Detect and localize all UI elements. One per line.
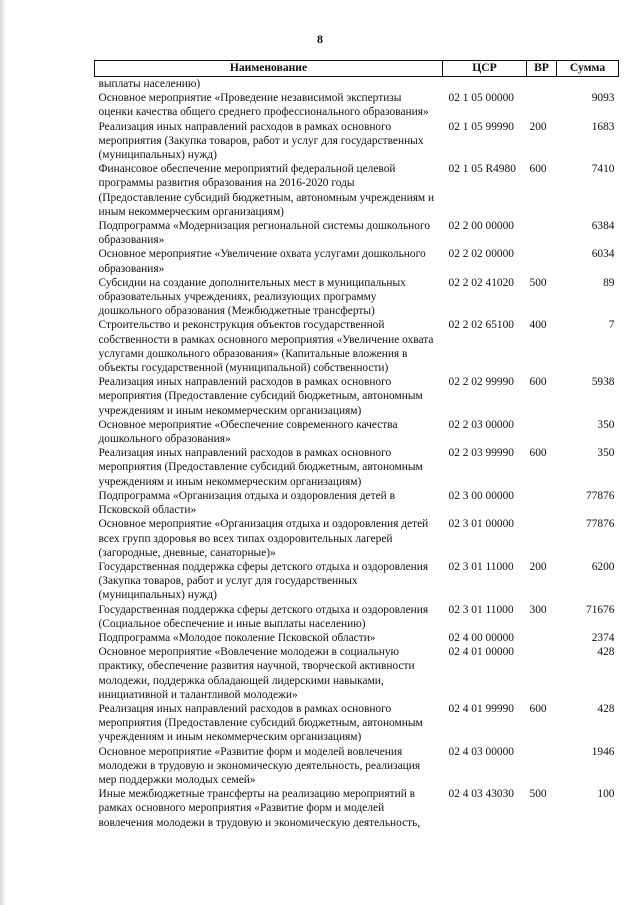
table-row — [95, 489, 619, 517]
row-vr-cell — [527, 745, 557, 788]
row-vr-cell: 600 — [529, 447, 547, 460]
row-name-cell: Основное мероприятие «Обеспечение современного качества дошкольного образования» — [98, 418, 398, 446]
row-csr-cell: 02 4 01 00000 — [448, 646, 514, 659]
page-number: 8 — [317, 32, 323, 46]
row-vr-cell: 500 — [529, 276, 547, 289]
column-header-name: Наименование — [95, 61, 443, 77]
table-row — [95, 745, 619, 788]
row-sum-cell: 2374 — [591, 631, 615, 644]
row-csr-cell: 02 2 02 41020 — [448, 276, 514, 289]
row-sum-cell: 100 — [597, 788, 615, 801]
row-name-cell: Реализация иных направлений расходов в рамках основного мероприятия (Предоставление субсидий бюджетным, автономным учреждениям и иным некоммерческим организациям) — [98, 702, 423, 744]
row-name-cell: Основное мероприятие «Организация отдыха и оздоровления детей всех групп здоровья во всех типах оздоровительных лагерей (загородные, дневные, санаторные)» — [98, 518, 429, 559]
row-sum-cell: 5938 — [591, 376, 615, 389]
column-header-csr: ЦСР — [443, 61, 527, 77]
table-row — [95, 446, 619, 489]
row-name-cell: Реализация иных направлений расходов в рамках основного мероприятия (Закупка товаров, работ и услуг для государственных (муниципальных) нужд) — [98, 120, 424, 162]
row-name-cell: Строительство и реконструкция объектов государственной собственности в рамках основного мероприятия «Увеличение охвата услугами дошкольного образования» (Капитальные вложения в объекты государственной (муниципальной) собственности) — [98, 319, 434, 375]
table-row — [95, 631, 619, 645]
row-vr-cell — [527, 418, 557, 446]
row-name-cell: Основное мероприятие «Увеличение охвата услугами дошкольного образования» — [98, 248, 426, 275]
row-sum-cell — [557, 77, 619, 92]
row-vr-cell: 500 — [529, 788, 547, 801]
row-csr-cell: 02 2 02 99990 — [448, 376, 514, 389]
table-row — [95, 276, 619, 319]
row-vr-cell — [527, 77, 557, 92]
table-row — [95, 560, 619, 603]
row-vr-cell: 600 — [529, 702, 547, 715]
table-header-row — [95, 61, 619, 77]
row-vr-cell — [527, 247, 557, 275]
row-name-cell: Основное мероприятие «Вовлечение молодежи в социальную практику, обеспечение развития научной, творческой активности молодежи, поддержка обладающей лидерскими навыками, инициативной и талантливой молодежи» — [98, 646, 415, 701]
row-sum-cell: 6384 — [591, 220, 615, 233]
row-name-cell: Иные межбюджетные трансферты на реализацию мероприятий в рамках основного мероприятия «Развитие форм и моделей вовлечения молодежи в трудовую и экономическую деятельность, — [98, 788, 421, 829]
budget-table — [94, 60, 619, 830]
row-name-cell: выплаты населению) — [98, 78, 201, 90]
row-csr-cell: 02 3 01 11000 — [448, 560, 514, 573]
row-name-cell: Основное мероприятие «Развитие форм и моделей вовлечения молодежи в трудовую и экономическую деятельность, реализация мер поддержки молодых семей» — [98, 745, 421, 786]
row-csr-cell: 02 2 03 00000 — [448, 418, 514, 431]
row-vr-cell — [527, 645, 557, 702]
row-sum-cell: 7 — [608, 319, 615, 332]
row-csr-cell: 02 3 01 00000 — [448, 518, 514, 531]
row-name-cell: Подпрограмма «Организация отдыха и оздоровления детей в Псковской области» — [98, 489, 395, 517]
table-row — [95, 318, 619, 375]
table-row — [95, 247, 619, 275]
row-csr-cell: 02 2 02 00000 — [448, 248, 514, 261]
row-vr-cell: 600 — [529, 163, 547, 176]
row-name-cell: Государственная поддержка сферы детского отдыха и оздоровления (Социальное обеспечение и иные выплаты населению) — [98, 603, 429, 630]
row-vr-cell: 600 — [529, 376, 547, 389]
row-csr-cell: 02 3 01 11000 — [448, 603, 514, 616]
row-sum-cell: 1683 — [591, 120, 615, 133]
row-csr-cell: 02 4 03 00000 — [448, 745, 514, 758]
table-row — [95, 603, 619, 631]
row-vr-cell — [527, 517, 557, 560]
row-csr-cell: 02 4 01 99990 — [448, 702, 514, 715]
row-name-cell: Субсидии на создание дополнительных мест в муниципальных образовательных учреждениях, реализующих программу дошкольного образования (Межбюджетные трансферты) — [98, 276, 406, 318]
row-sum-cell: 1946 — [591, 745, 615, 758]
table-row — [95, 645, 619, 702]
row-sum-cell: 428 — [597, 702, 615, 715]
row-vr-cell — [527, 631, 557, 645]
row-sum-cell: 350 — [597, 447, 615, 460]
row-sum-cell: 7410 — [591, 163, 615, 176]
row-sum-cell: 71676 — [586, 603, 615, 616]
row-sum-cell: 350 — [597, 418, 615, 431]
column-header-sum: Сумма — [557, 61, 619, 77]
row-vr-cell: 300 — [529, 603, 547, 616]
table-header — [95, 61, 619, 77]
table-row — [95, 702, 619, 745]
row-name-cell: Реализация иных направлений расходов в рамках основного мероприятия (Предоставление субсидий бюджетным, автономным учреждениям и иным некоммерческим организациям) — [98, 376, 423, 417]
table-row — [95, 787, 619, 830]
table-row — [95, 77, 619, 92]
table-body — [95, 77, 619, 830]
table-row — [95, 517, 619, 560]
row-vr-cell: 200 — [529, 120, 547, 133]
row-name-cell: Финансовое обеспечение мероприятий федеральной целевой программы развития образования на 2016-2020 годы (Предоставление субсидий бюджетным, автономным учреждениям и иным некоммерческим организациям) — [98, 163, 435, 218]
row-csr-cell: 02 4 03 43030 — [448, 788, 514, 801]
row-vr-cell: 400 — [529, 319, 547, 332]
table-row — [95, 91, 619, 119]
row-csr-cell: 02 2 03 99990 — [448, 447, 514, 460]
table-row — [95, 120, 619, 163]
row-csr-cell: 02 1 05 99990 — [448, 120, 514, 133]
row-csr-cell: 02 1 05 R4980 — [448, 163, 516, 176]
row-sum-cell: 6034 — [591, 248, 615, 261]
row-sum-cell: 77876 — [586, 489, 615, 502]
row-csr-cell: 02 4 00 00000 — [448, 631, 514, 644]
row-csr-cell — [443, 77, 527, 92]
table-row — [95, 375, 619, 418]
row-sum-cell: 9093 — [591, 92, 615, 105]
row-csr-cell: 02 3 00 00000 — [448, 489, 514, 502]
table-row — [95, 162, 619, 219]
table-row — [95, 219, 619, 247]
row-name-cell: Подпрограмма «Модернизация региональной системы дошкольного образования» — [98, 220, 431, 247]
row-csr-cell: 02 2 00 00000 — [448, 220, 514, 233]
row-sum-cell: 428 — [597, 646, 615, 659]
row-csr-cell: 02 1 05 00000 — [448, 92, 514, 105]
row-vr-cell — [527, 91, 557, 119]
row-vr-cell — [527, 489, 557, 517]
row-vr-cell — [527, 219, 557, 247]
row-sum-cell: 6200 — [591, 560, 615, 573]
row-name-cell: Государственная поддержка сферы детского отдыха и оздоровления (Закупка товаров, работ и услуг для государственных (муниципальных) нужд) — [98, 560, 429, 602]
table-row — [95, 418, 619, 446]
row-sum-cell: 89 — [603, 276, 615, 289]
column-header-vr: ВР — [527, 61, 557, 77]
row-name-cell: Подпрограмма «Молодое поколение Псковской области» — [98, 631, 376, 644]
row-sum-cell: 77876 — [586, 518, 615, 531]
scan-edge-shadow — [0, 0, 6, 905]
row-csr-cell: 02 2 02 65100 — [448, 319, 514, 332]
row-name-cell: Основное мероприятие «Проведение независимой экспертизы оценки качества общего среднего профессионального образования» — [98, 92, 429, 119]
row-name-cell: Реализация иных направлений расходов в рамках основного мероприятия (Предоставление субсидий бюджетным, автономным учреждениям и иным некоммерческим организациям) — [98, 447, 423, 488]
row-vr-cell: 200 — [529, 560, 547, 573]
